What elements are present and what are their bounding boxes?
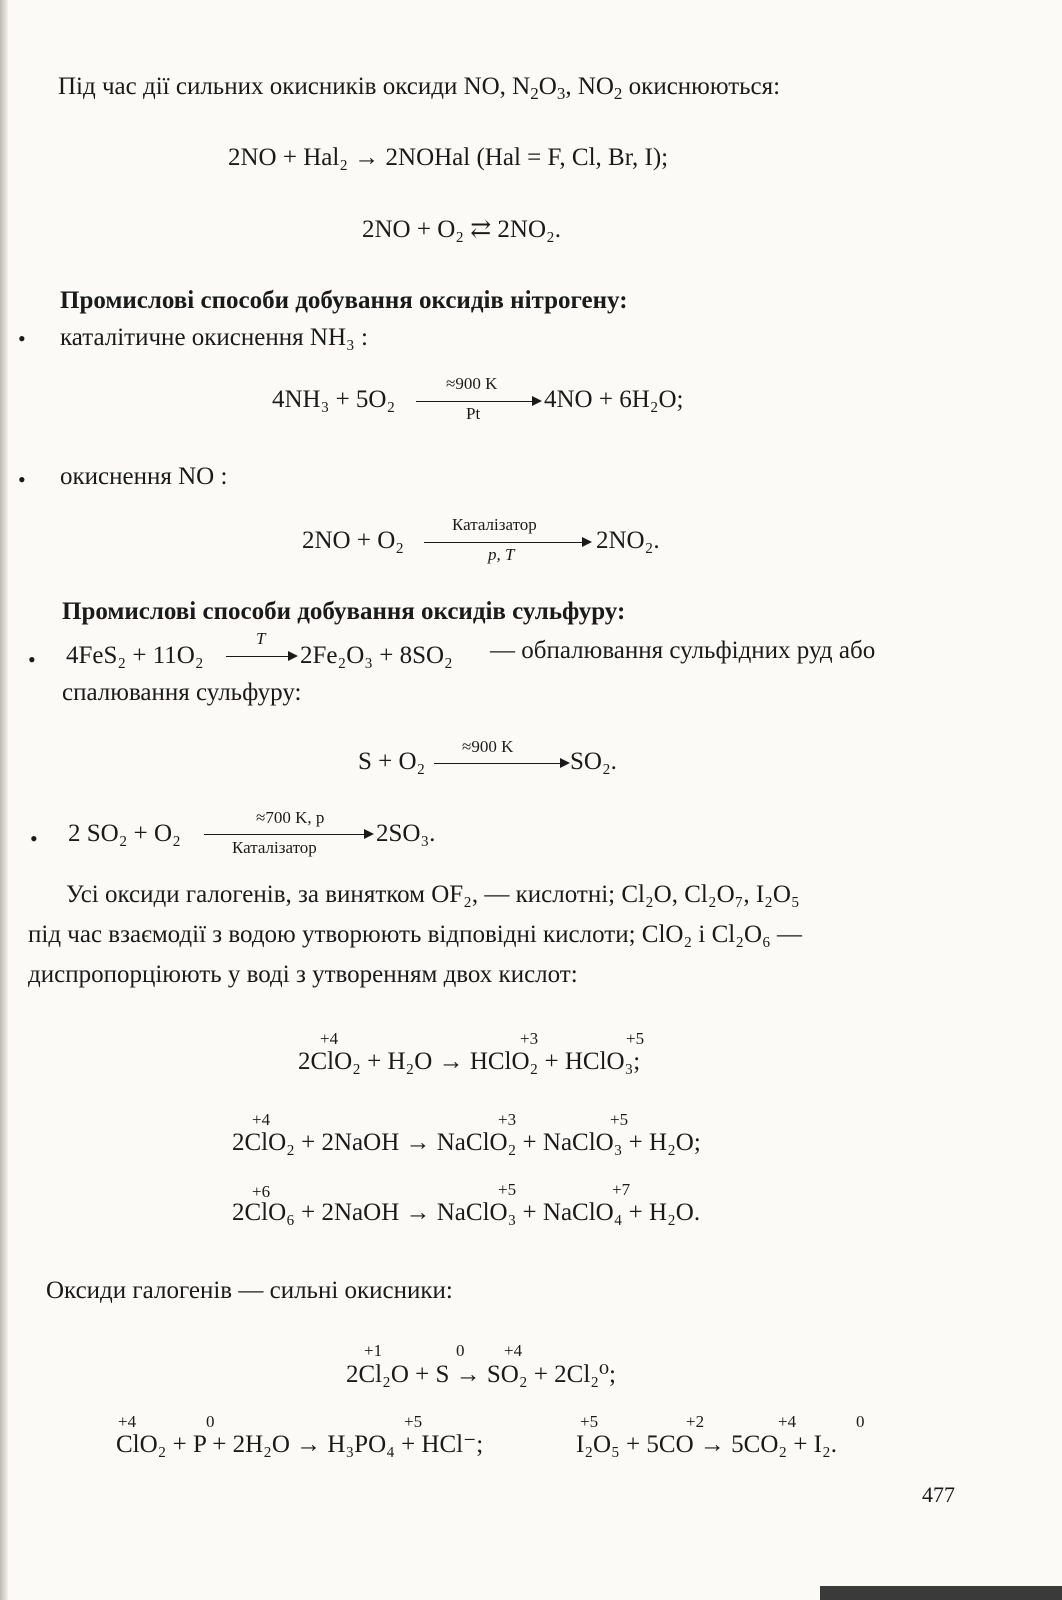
- reaction-arrow: [434, 763, 562, 764]
- equation-so3-left: 2 SO₂ + O₂: [68, 820, 181, 847]
- equation-sulfur-burn-left: S + O₂: [358, 748, 426, 775]
- condition-catalyst: Каталізатор: [452, 515, 537, 534]
- equation-no2-left: 2NO + O₂: [302, 527, 404, 554]
- intro-text-c: , NO: [565, 73, 614, 100]
- condition-catalyst: Pt: [466, 404, 481, 423]
- equation-no2-right: 2NO₂.: [596, 527, 660, 554]
- condition-catalyst: Каталізатор: [232, 838, 317, 857]
- condition-pressure-temperature: p, T: [488, 545, 515, 564]
- reaction-arrow: [226, 656, 290, 657]
- bullet-marker: •: [30, 826, 38, 851]
- oxidation-state: +1: [364, 1341, 383, 1360]
- oxidation-state: +6: [252, 1182, 271, 1201]
- equation-clo2-naoh: 2ClO₂ + 2NaOH → NaClO₂ + NaClO₃ + H₂O;: [232, 1129, 701, 1156]
- bullet-no-oxidation: окиснення NO :: [60, 463, 228, 490]
- equation-clo2-water: 2ClO₂ + H₂O → HClO₂ + HClO₃;: [298, 1048, 641, 1075]
- intro-line: Під час дії сильних окисників оксиди NO, $N_2O_3$, $NO_2$ окиснюються:: [58, 73, 781, 103]
- equation-sulfur-burn-right: SO₂.: [570, 748, 617, 775]
- heading-nitrogen-oxides: Промислові способи добування оксидів нітрогену:: [60, 287, 628, 314]
- scan-bottom-edge: [820, 1586, 1062, 1600]
- equation-cl2o-sulfur: 2Cl₂O + S → SO₂ + 2Cl₂⁰;: [346, 1361, 616, 1388]
- condition-temperature-pressure: ≈700 K, p: [256, 808, 325, 827]
- equation-i2o5-co: I₂O₅ + 5CO → 5CO₂ + I₂.: [576, 1431, 837, 1458]
- equation-no-oxygen: 2NO + O₂ ⇄ 2NO₂.: [362, 216, 561, 243]
- oxidation-state: +5: [610, 1110, 629, 1129]
- condition-temperature: ≈900 K: [446, 374, 498, 393]
- oxidation-state: +4: [252, 1110, 271, 1129]
- intro-text-a: Під час дії сильних окисників оксиди NO, N: [58, 73, 531, 100]
- oxidation-state: +4: [118, 1412, 137, 1431]
- equation-clo6-naoh: 2ClO₆ + 2NaOH → NaClO₃ + NaClO₄ + H₂O.: [232, 1199, 701, 1226]
- heading-sulfur-oxides: Промислові способи добування оксидів сульфуру:: [62, 598, 626, 625]
- oxidation-state: +4: [778, 1412, 797, 1431]
- intro-text-b: O: [538, 73, 557, 100]
- roasting-note: — обпалювання сульфідних руд або: [490, 637, 876, 664]
- oxidation-state: +5: [498, 1180, 517, 1199]
- reaction-arrow: [416, 401, 534, 402]
- equation-clo2-phosphorus: ClO₂ + P + 2H₂O → H₃PO₄ + HCl⁻;: [116, 1431, 484, 1458]
- equation-so3-right: 2SO₃.: [376, 820, 436, 847]
- roasting-note-continued: спалювання сульфуру:: [62, 679, 302, 706]
- oxidation-state: +5: [580, 1412, 599, 1431]
- arrow-head: [560, 758, 570, 768]
- oxidation-state: +4: [320, 1029, 339, 1048]
- oxidation-state: 0: [206, 1412, 215, 1431]
- condition-temperature: ≈900 K: [462, 737, 514, 756]
- scan-left-edge: [0, 0, 8, 1600]
- oxidation-state: +7: [612, 1180, 631, 1199]
- page-number: 477: [922, 1482, 955, 1507]
- oxidation-state: +5: [626, 1029, 645, 1048]
- oxidation-state: +3: [498, 1110, 517, 1129]
- condition-temperature: T: [256, 629, 266, 648]
- equation-fes2-right: 2Fe₂O₃ + 8SO₂: [300, 642, 453, 669]
- equation-fes2-left: 4FeS₂ + 11O₂: [66, 642, 204, 669]
- equation-nh3-left: 4NH₃ + 5O₂: [272, 386, 396, 413]
- equation-nh3-right: 4NO + 6H₂O;: [544, 386, 684, 413]
- oxidation-state: 0: [856, 1412, 865, 1431]
- arrow-head: [288, 651, 298, 661]
- bullet-marker: •: [18, 326, 26, 351]
- reaction-arrow: [424, 542, 584, 543]
- intro-text-d: окиснюються:: [622, 73, 781, 100]
- equation-no-halogen: 2NO + Hal₂ → 2NOHal (Hal = F, Cl, Br, I);: [228, 144, 669, 171]
- reaction-arrow: [204, 834, 366, 835]
- bullet-marker: •: [18, 467, 26, 492]
- arrow-head: [532, 396, 542, 406]
- bullet-nh3-oxidation: каталітичне окиснення NH₃ :: [60, 324, 368, 351]
- halogen-paragraph-line-3: диспропорціюють у воді з утворенням двох кислот:: [28, 961, 578, 988]
- halogen-oxidizers-line: Оксиди галогенів — сильні окисники:: [46, 1277, 453, 1304]
- oxidation-state: +5: [404, 1412, 423, 1431]
- halogen-paragraph-line-2: під час взаємодії з водою утворюють відповідні кислоти; ClO₂ і Cl₂O₆ —: [28, 921, 802, 948]
- oxidation-state: +4: [504, 1341, 523, 1360]
- oxidation-state: +3: [520, 1029, 539, 1048]
- oxidation-state: +2: [686, 1412, 705, 1431]
- arrow-head: [364, 829, 374, 839]
- bullet-marker: •: [28, 647, 36, 672]
- oxidation-state: 0: [456, 1341, 465, 1360]
- halogen-paragraph-line-1: Усі оксиди галогенів, за винятком OF₂, — кислотні; Cl₂O, Cl₂O₇, I₂O₅: [66, 881, 800, 908]
- arrow-head: [582, 537, 592, 547]
